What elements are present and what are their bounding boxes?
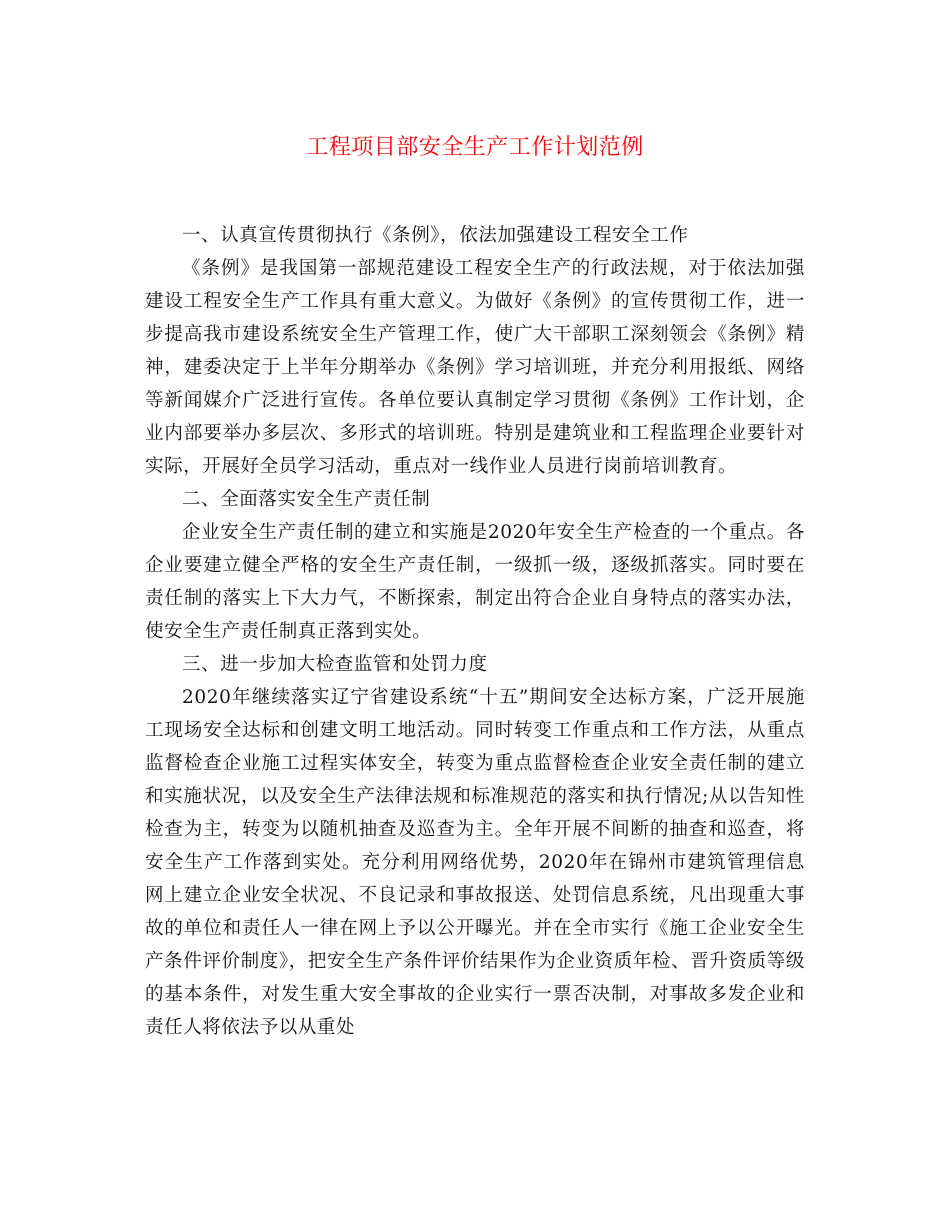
body-paragraph-2: 企业安全生产责任制的建立和实施是2020年安全生产检查的一个重点。各企业要建立健全严格的安全生产责任制，一级抓一级，逐级抓落实。同时要在责任制的落实上下大力气，不断探索，制定出符合企业自身特点的落实办法，使安全生产责任制真正落到实处。 [145,522,805,642]
section-heading-1: 一、认真宣传贯彻执行《条例》，依法加强建设工程安全工作 [182,225,689,246]
section-heading-2: 二、全面落实安全生产责任制 [182,489,431,510]
section-heading-3: 三、进一步加大检查监管和处罚力度 [182,654,488,675]
body-paragraph-1: 《条例》是我国第一部规范建设工程安全生产的行政法规，对于依法加强建设工程安全生产工作具有重大意义。为做好《条例》的宣传贯彻工作，进一步提高我市建设系统安全生产管理工作，使广大干部职工深刻领会《条例》精神，建委决定于上半年分期举办《条例》学习培训班，并充分利用报纸、网络等新闻媒介广泛进行宣传。各单位要认真制定学习贯彻《条例》工作计划，企业内部要举办多层次、多形式的培训班。特别是建筑业和工程监理企业要针对实际，开展好全员学习活动，重点对一线作业人员进行岗前培训教育。 [145,258,805,477]
document-body [145,219,805,1044]
body-paragraph-3: 2020年继续落实辽宁省建设系统“十五”期间安全达标方案，广泛开展施工现场安全达标和创建文明工地活动。同时转变工作重点和工作方法，从重点监督检查企业施工过程实体安全，转变为重点监督检查企业安全责任制的建立和实施状况，以及安全生产法律法规和标准规范的落实和执行情况;从以告知性检查为主，转变为以随机抽查及巡查为主。全年开展不间断的抽查和巡查，将安全生产工作落到实处。充分利用网络优势，2020年在锦州市建筑管理信息网上建立企业安全状况、不良记录和事故报送、处罚信息系统，凡出现重大事故的单位和责任人一律在网上予以公开曝光。并在全市实行《施工企业安全生产条件评价制度》，把安全生产条件评价结果作为企业资质年检、晋升资质等级的基本条件，对发生重大安全事故的企业实行一票否决制，对事故多发企业和责任人将依法予以从重处 [145,687,805,1038]
document-title: 工程项目部安全生产工作计划范例 [306,135,644,160]
